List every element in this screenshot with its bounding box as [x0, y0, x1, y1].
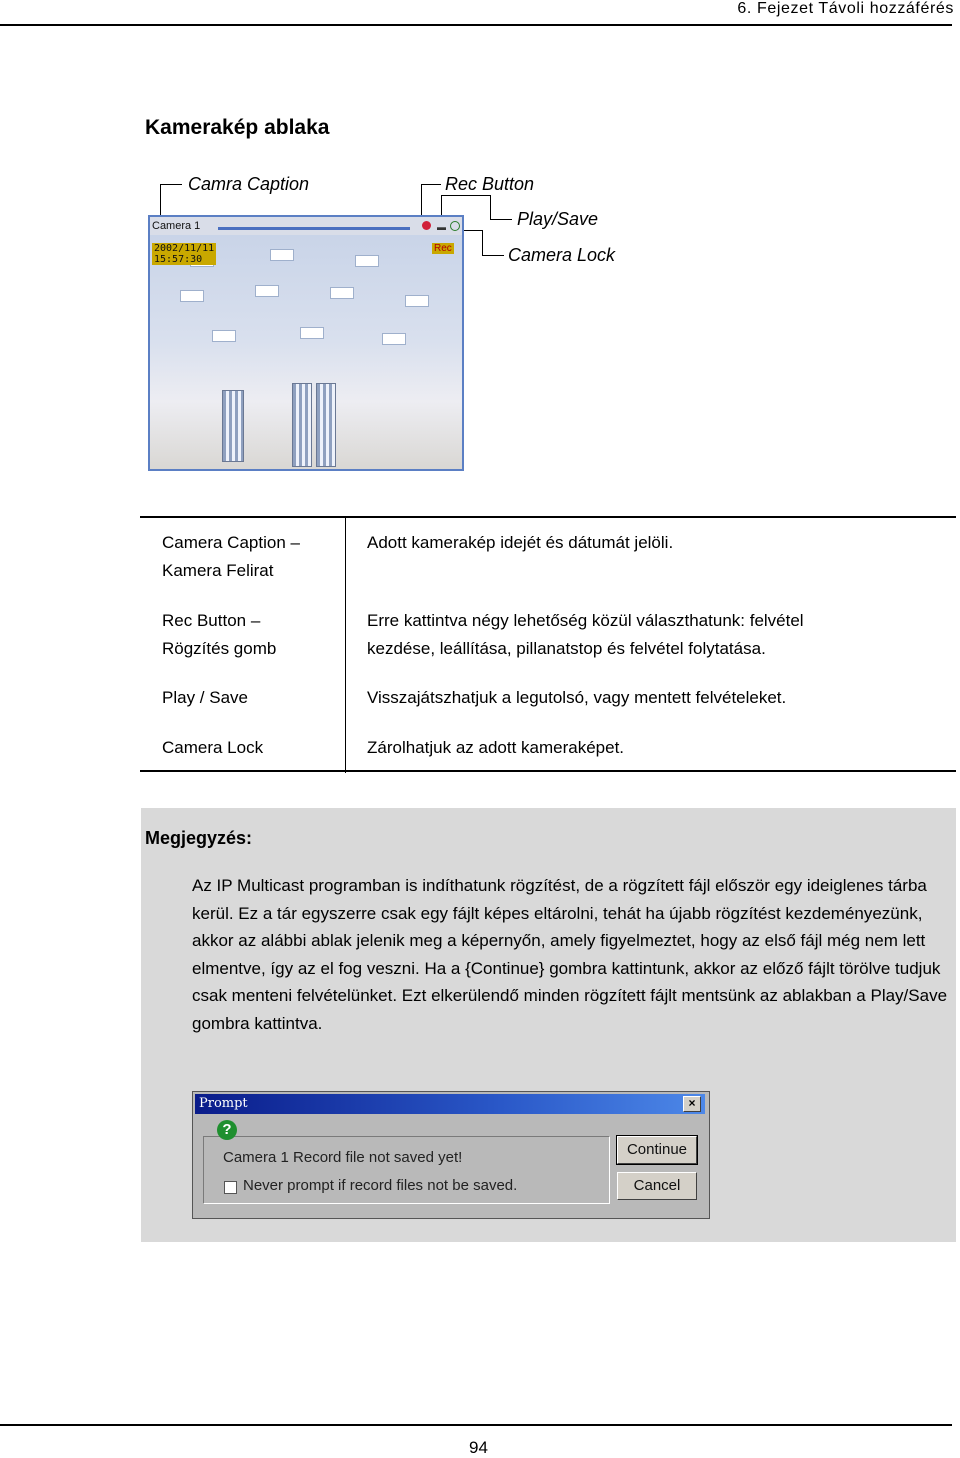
- dialog-title-bar[interactable]: [195, 1094, 705, 1114]
- never-prompt-label[interactable]: Never prompt if record files not be saved.: [243, 1177, 518, 1194]
- camera-lock-icon[interactable]: [450, 221, 460, 231]
- camera-title-bar: [150, 217, 462, 235]
- never-prompt-checkbox[interactable]: [224, 1181, 237, 1194]
- rec-button-icon[interactable]: [422, 221, 431, 230]
- table-row-desc: Zárolhatjuk az adott kameraképet.: [367, 738, 625, 757]
- dialog-title: Prompt: [199, 1096, 248, 1111]
- note-title: Megjegyzés:: [145, 828, 253, 848]
- table-row: Rec Button – Rögzítés gomb: [162, 611, 277, 658]
- table-row-desc: Adott kamerakép idejét és dátumát jelöli.: [367, 533, 674, 552]
- table-row-desc: Visszajátszhatjuk a legutolsó, vagy mentett felvételeket.: [367, 688, 787, 707]
- continue-button[interactable]: Continue: [617, 1136, 697, 1164]
- callout-rec-button: Rec Button: [445, 174, 535, 194]
- camera-image: [150, 235, 462, 471]
- table-row: Camera Caption – Kamera Felirat: [162, 533, 300, 580]
- cancel-button[interactable]: Cancel: [617, 1172, 697, 1200]
- callout-camera-caption: Camra Caption: [188, 174, 310, 194]
- camera-rec-indicator: Rec: [434, 243, 452, 254]
- page-number: 94: [469, 1438, 488, 1457]
- camera-view[interactable]: [148, 215, 464, 471]
- dialog-message: Camera 1 Record file not saved yet!: [223, 1149, 463, 1166]
- camera-slider[interactable]: [218, 227, 410, 230]
- camera-osd-timestamp: 2002/11/11 15:57:30: [154, 243, 215, 265]
- header-rule: [0, 24, 952, 26]
- callout-camera-lock: Camera Lock: [508, 245, 616, 265]
- chapter-header: 6. Fejezet Távoli hozzáférés: [737, 0, 954, 17]
- close-icon[interactable]: ×: [683, 1096, 701, 1112]
- callout-play-save: Play/Save: [517, 209, 599, 229]
- note-body: Az IP Multicast programban is indíthatunk rögzítést, de a rögzített fájl először egy ideiglenes tárba kerül. Ez a tár egyszerre csak egy fájlt képes eltárolni, tehát ha újabb rögzítést kezdeményezünk, akkor az alábbi ablak jelenik meg a képernyőn, amely figyelmeztet, hogy az első fájl még nem lett elmentve, így az el fog veszni. Ha a {Continue} gombra kattintunk, akkor az előző fájlt törölve tudjuk csak menteni felvételünket. Ezt elkerülendő minden rögzített fájlt mentsünk az ablakban a Play/Save gombra kattintva.: [192, 876, 948, 1033]
- camera-caption: Camera 1: [152, 220, 201, 232]
- table-row: Camera Lock: [162, 738, 264, 757]
- footer-rule: [0, 1424, 952, 1426]
- section-title: Kamerakép ablaka: [145, 116, 330, 139]
- help-icon: ?: [217, 1120, 237, 1140]
- play-save-icon[interactable]: ▬: [437, 222, 446, 232]
- table-row-desc: Erre kattintva négy lehetőség közül választhatunk: felvétel kezdése, leállítása, pillanatstop és felvétel folytatása.: [367, 611, 804, 658]
- prompt-dialog: [192, 1091, 710, 1219]
- table-row: Play / Save: [162, 688, 248, 707]
